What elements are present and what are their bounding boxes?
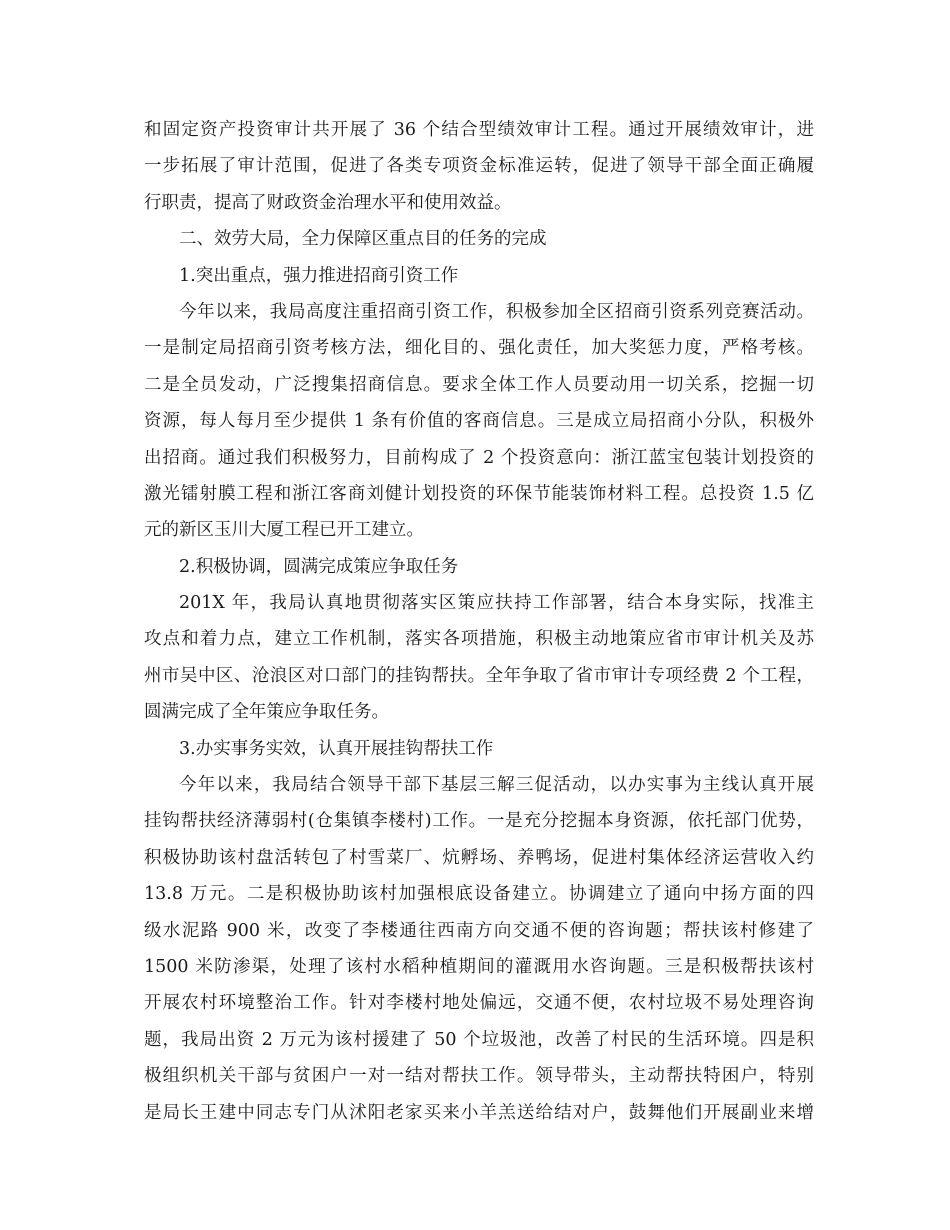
text-line: 出招商。通过我们积极努力，目前构成了 2 个投资意向：浙江蓝宝包装计划投资的 (144, 447, 814, 468)
text-line: 积极协助该村盘活转包了村雪菜厂、炕孵场、养鸭场，促进村集体经济运营收入约 (144, 847, 814, 868)
text-line: 题，我局出资 2 万元为该村援建了 50 个垃圾池，改善了村民的生活环境。四是积 (144, 1029, 814, 1050)
text-line: 极组织机关干部与贫困户一对一结对帮扶工作。领导带头，主动帮扶特困户，特别 (144, 1066, 814, 1087)
text-line: 攻点和着力点，建立工作机制，落实各项措施，积极主动地策应省市审计机关及苏 (144, 629, 814, 650)
text-line: 3.办实事务实效，认真开展挂钩帮扶工作 (179, 738, 494, 759)
text-line: 二是全员发动，广泛搜集招商信息。要求全体工作人员要动用一切关系，挖掘一切 (144, 374, 814, 395)
text-line: 圆满完成了全年策应争取任务。 (144, 702, 389, 723)
body-text (144, 112, 814, 1131)
text-line: 开展农村环境整治工作。针对李楼村地处偏远，交通不便，农村垃圾不易处理咨询 (144, 993, 814, 1014)
text-line: 201X 年，我局认真地贯彻落实区策应扶持工作部署，结合本身实际，找准主 (179, 593, 814, 614)
text-line: 行职责，提高了财政资金治理水平和使用效益。 (144, 192, 512, 213)
text-line: 挂钩帮扶经济薄弱村(仓集镇李楼村)工作。一是充分挖掘本身资源，依托部门优势， (144, 811, 814, 832)
text-line: 今年以来，我局高度注重招商引资工作，积极参加全区招商引资系列竞赛活动。 (179, 301, 814, 322)
text-line: 是局长王建中同志专门从沭阳老家买来小羊羔送给结对户，鼓舞他们开展副业来增 (144, 1102, 814, 1123)
text-line: 一步拓展了审计范围，促进了各类专项资金标准运转，促进了领导干部全面正确履 (144, 156, 814, 177)
text-line: 1500 米防渗渠，处理了该村水稻种植期间的灌溉用水咨询题。三是积极帮扶该村 (144, 956, 814, 977)
text-line: 激光镭射膜工程和浙江客商刘健计划投资的环保节能装饰材料工程。总投资 1.5 亿 (144, 483, 814, 504)
text-line: 和固定资产投资审计共开展了 36 个结合型绩效审计工程。通过开展绩效审计，进 (144, 120, 814, 140)
text-line: 2.积极协调，圆满完成策应争取任务 (179, 556, 459, 577)
text-line: 13.8 万元。二是积极协助该村加强根底设备建立。协调建立了通向中扬方面的四 (144, 884, 814, 905)
text-line: 二、效劳大局，全力保障区重点目的任务的完成 (179, 229, 547, 250)
text-line: 一是制定局招商引资考核方法，细化目的、强化责任，加大奖惩力度，严格考核。 (144, 338, 814, 359)
text-line: 级水泥路 900 米，改变了李楼通往西南方向交通不便的咨询题；帮扶该村修建了 (144, 920, 814, 941)
text-line: 州市吴中区、沧浪区对口部门的挂钩帮扶。全年争取了省市审计专项经费 2 个工程， (144, 665, 814, 686)
text-line: 1.突出重点，强力推进招商引资工作 (179, 265, 459, 286)
text-line: 今年以来，我局结合领导干部下基层三解三促活动，以办实事为主线认真开展 (179, 775, 814, 796)
text-line: 资源，每人每月至少提供 1 条有价值的客商信息。三是成立局招商小分队，积极外 (144, 411, 814, 432)
text-line: 元的新区玉川大厦工程已开工建立。 (144, 520, 424, 541)
